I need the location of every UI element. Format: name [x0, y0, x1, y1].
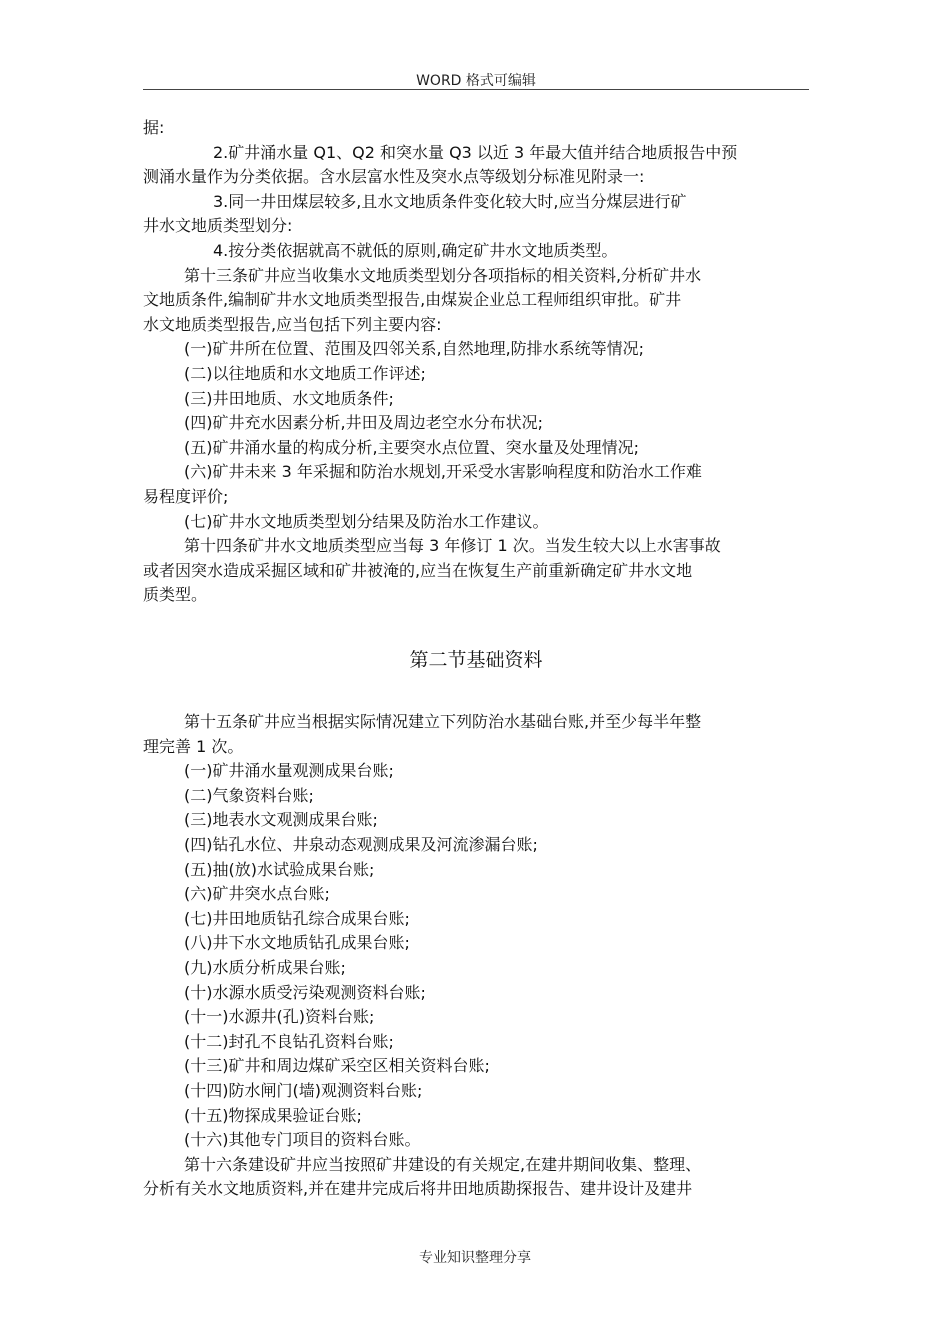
paragraph-line: (八)井下水文地质钻孔成果台账;	[184, 933, 410, 953]
paragraph-line: (十三)矿井和周边煤矿采空区相关资料台账;	[184, 1056, 490, 1076]
paragraph-line: (五)抽(放)水试验成果台账;	[184, 859, 375, 879]
paragraph-line: 易程度评价;	[143, 486, 229, 506]
paragraph-line: (十五)物探成果验证台账;	[184, 1105, 362, 1125]
paragraph-line: 分析有关水文地质资料,并在建井完成后将井田地质勘探报告、建井设计及建井	[143, 1179, 693, 1199]
paragraph-line: (五)矿井涌水量的构成分析,主要突水点位置、突水量及处理情况;	[184, 437, 639, 457]
paragraph-line: 第十六条建设矿井应当按照矿井建设的有关规定,在建井期间收集、整理、	[184, 1154, 702, 1174]
paragraph-line: 文地质条件,编制矿井水文地质类型报告,由煤炭企业总工程师组织审批。矿井	[143, 290, 682, 310]
paragraph-line: (六)矿井突水点台账;	[184, 884, 330, 904]
paragraph-line: 测涌水量作为分类依据。含水层富水性及突水点等级划分标准见附录一:	[143, 167, 645, 187]
paragraph-line: 3.同一井田煤层较多,且水文地质条件变化较大时,应当分煤层进行矿	[213, 191, 687, 211]
paragraph-line: (九)水质分析成果台账;	[184, 957, 346, 977]
text-block-upper	[143, 116, 809, 608]
paragraph-line: (一)矿井涌水量观测成果台账;	[184, 761, 394, 781]
section-heading: 第二节基础资料	[409, 649, 543, 671]
paragraph-line: 水文地质类型报告,应当包括下列主要内容:	[143, 314, 442, 334]
paragraph-line: 第十四条矿井水文地质类型应当每 3 年修订 1 次。当发生较大以上水害事故	[184, 536, 721, 556]
paragraph-line: (十二)封孔不良钻孔资料台账;	[184, 1031, 394, 1051]
paragraph-line: 质类型。	[143, 585, 208, 605]
paragraph-line: (十四)防水闸门(墙)观测资料台账;	[184, 1080, 423, 1100]
paragraph-line: (六)矿井未来 3 年采掘和防治水规划,开采受水害影响程度和防治水工作难	[184, 462, 702, 482]
paragraph-line: (三)井田地质、水文地质条件;	[184, 388, 394, 408]
page-footer: 专业知识整理分享	[419, 1250, 531, 1266]
paragraph-line: (三)地表水文观测成果台账;	[184, 810, 378, 830]
text-block-lower	[143, 710, 809, 1202]
paragraph-line: 或者因突水造成采掘区域和矿井被淹的,应当在恢复生产前重新确定矿井水文地	[143, 560, 693, 580]
paragraph-line: (四)矿井充水因素分析,井田及周边老空水分布状况;	[184, 413, 543, 433]
paragraph-line: 井水文地质类型划分:	[143, 216, 293, 236]
paragraph-line: 4.按分类依据就高不就低的原则,确定矿井水文地质类型。	[213, 240, 618, 260]
paragraph-line: (十一)水源井(孔)资料台账;	[184, 1007, 375, 1027]
paragraph-line: (二)以往地质和水文地质工作评述;	[184, 363, 426, 383]
paragraph-line: 据:	[143, 118, 165, 137]
paragraph-line: 2.矿井涌水量 Q1、Q2 和突水量 Q3 以近 3 年最大值并结合地质报告中预	[213, 142, 738, 162]
paragraph-line: (一)矿井所在位置、范围及四邻关系,自然地理,防排水系统等情况;	[184, 339, 645, 359]
paragraph-line: 第十五条矿井应当根据实际情况建立下列防治水基础台账,并至少每半年整	[184, 712, 702, 731]
header-divider	[143, 89, 809, 90]
paragraph-line: (二)气象资料台账;	[184, 785, 314, 805]
paragraph-line: (四)钻孔水位、井泉动态观测成果及河流渗漏台账;	[184, 834, 538, 854]
paragraph-line: (七)矿井水文地质类型划分结果及防治水工作建议。	[184, 511, 549, 531]
paragraph-line: (七)井田地质钻孔综合成果台账;	[184, 908, 410, 928]
paragraph-line: 第十三条矿井应当收集水文地质类型划分各项指标的相关资料,分析矿井水	[184, 265, 702, 285]
page-header: WORD 格式可编辑	[416, 73, 536, 89]
paragraph-line: (十六)其他专门项目的资料台账。	[184, 1130, 421, 1150]
paragraph-line: 理完善 1 次。	[143, 736, 244, 756]
paragraph-line: (十)水源水质受污染观测资料台账;	[184, 982, 426, 1002]
